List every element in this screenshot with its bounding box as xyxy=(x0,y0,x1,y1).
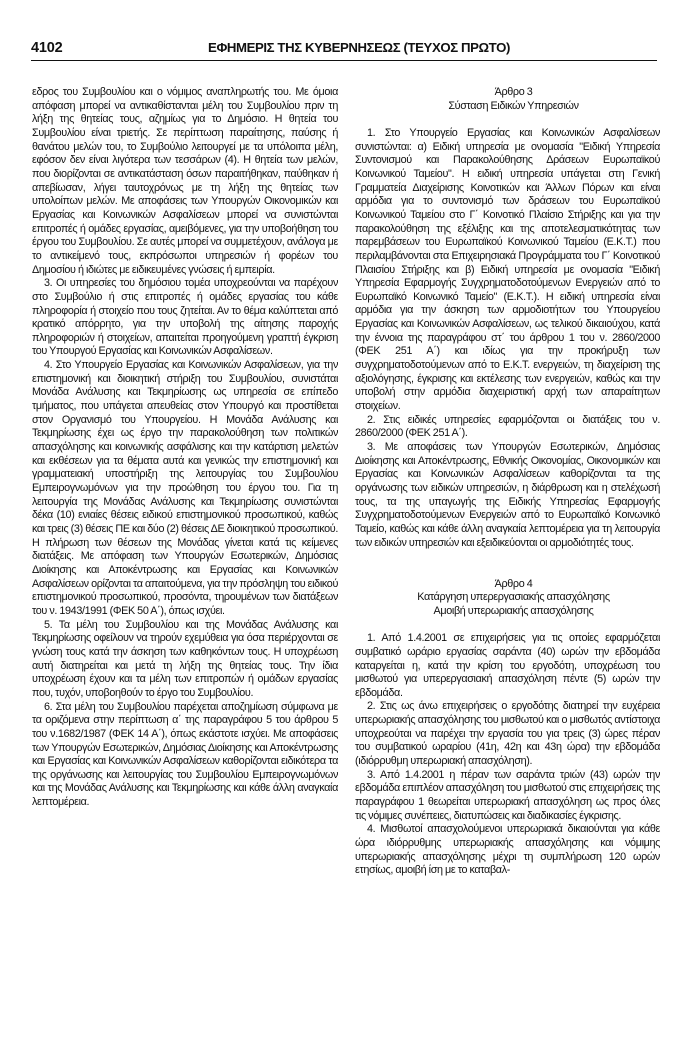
article-3-paragraph-3: 3. Με αποφάσεις των Υπουργών Εσωτερικών, Δημόσιας Διοίκησης και Αποκέντρωσης, Εθνικής Οικονομίας, Οικονομικών και Εργασίας και Κοινωνικών Ασφαλίσεων καθορίζονται τα της οργάνωσης των ειδικών υπηρεσιών, η διάρθρωση και η στελέχωσή τους, τα της υπαγωγής της Ειδικής Υπηρεσίας Εφαρμογής Συγχρηματοδοτούμενων Ενεργειών από το Ευρωπαϊκό Κοινωνικό Ταμείο, καθώς και κάθε άλλη αναγκαία λεπτομέρεια για τη λειτουργία των ειδικών υπηρεσιών και εξειδικεύονται οι αρμοδιότητές τους. xyxy=(355,441,660,549)
article-3-paragraph-1: 1. Στο Υπουργείο Εργασίας και Κοινωνικών Ασφαλίσεων συνιστώνται: α) Ειδική υπηρεσία με ονομασία "Ειδική Υπηρεσία Συντονισμού και Παρακολούθησης Δράσεων Ευρωπαϊκού Κοινωνικού Ταμείου". Η ειδική υπηρεσία υπάγεται στη Γενική Γραμματεία Διαχείρισης Κοινοτικών και Άλλων Πόρων και είναι αρμόδια για το συντονισμό των δράσεων του Ευρωπαϊκού Κοινωνικού Ταμείου στο Γ΄ Κοινοτικό Πλαίσιο Στήριξης και για την παρακολούθηση της εξέλιξης και της αποτελεσματικότητας των παρεμβάσεων του Ευρωπαϊκού Κοινωνικού Ταμείου (Ε.Κ.Τ.) που περιλαμβάνονται στα Επιχειρησιακά Προγράμματα του Γ΄ Κοινοτικού Πλαισίου Στήριξης και β) Ειδική υπηρεσία με ονομασία "Ειδική Υπηρεσία Εφαρμογής Συγχρηματοδοτούμενων Ενεργειών από το Ευρωπαϊκό Κοινωνικό Ταμείο" (Ε.Κ.Τ.). Η ειδική υπηρεσία είναι αρμόδια για την άσκηση των αρμοδιοτήτων του Υπουργείου Εργασίας και Κοινωνικών Ασφαλίσεων, ως τελικού δικαιούχου, κατά την έννοια της παραγράφου στ΄ του άρθρου 1 του ν. 2860/2000 (ΦΕΚ 251 Α΄) και ιδίως για την προκήρυξη των συγχρηματοδοτούμενων από το Ε.Κ.Τ. ενεργειών, τη διαχείριση της αξιολόγησης, έγκρισης και εκτέλεσης των ενεργειών, καθώς και την υποβολή στην αρμόδια διαχειριστική αρχή των απαραίτητων στοιχείων. xyxy=(355,126,660,413)
page-number: 4102 xyxy=(31,40,63,56)
left-paragraph-4: 5. Τα μέλη του Συμβουλίου και της Μονάδας Ανάλυσης και Τεκμηρίωσης οφείλουν να τηρούν εχεμύθεια για όσα περιέρχονται σε γνώση τους κατά την άσκηση των καθηκόντων τους. Η υποχρέωση αυτή διατηρείται και μετά τη λήξη της θητείας τους. Την ίδια υποχρέωση έχουν και τα μέλη των επιτροπών ή ομάδων εργασίας που, τυχόν, υποβοηθούν το έργο του Συμβουλίου. xyxy=(32,618,338,699)
article-4-number: Άρθρο 4 xyxy=(494,577,533,590)
left-paragraph-1: εδρος του Συμβουλίου και ο νόμιμος αναπληρωτής του. Με όμοια απόφαση μπορεί να αντικαθίστανται μέλη του Συμβουλίου πριν τη λήξη της θητείας τους, αζημίως για το Δημόσιο. Η θητεία του Συμβουλίου είναι τριετής. Σε περίπτωση παραίτησης, παύσης ή θανάτου μελών του, το Συμβούλιο λειτουργεί με τα υπόλοιπα μέλη, εφόσον δεν είναι λιγότερα των τεσσάρων (4). Η θητεία των μελών, που διορίζονται σε αντικατάσταση όσων παραιτήθηκαν, παύθηκαν ή απεβίωσαν, λήγει ταυτοχρόνως με τη λήξη της θητείας των υπολοίπων μελών. Με αποφάσεις των Υπουργών Οικονομικών και Εργασίας και Κοινωνικών Ασφαλίσεων μπορεί να συνιστώνται επιτροπές ή ομάδες εργασίας, αμειβόμενες, για την υποβοήθηση του έργου του Συμβουλίου. Σε αυτές μπορεί να συμμετέχουν, ανάλογα με το αντικείμενό τους, εκπρόσωποι υπηρεσιών ή φορέων του Δημοσίου ή ιδιώτες με ειδικευμένες γνώσεις ή εμπειρία. xyxy=(32,86,338,276)
article-3-number: Άρθρο 3 xyxy=(494,86,533,98)
spacer xyxy=(355,619,660,633)
article-4-paragraph-4: 4. Μισθωτοί απασχολούμενοι υπερωριακά δικαιούνται για κάθε ώρα ιδιόρρυθμης υπερωριακής απασχόλησης και νόμιμης υπερωριακής απασχόλησης μέχρι τη συμπλήρωση 120 ωρών ετησίως, αμοιβή ίση με το καταβαλ- xyxy=(355,823,660,877)
running-title: ΕΦΗΜΕΡΙΣ ΤΗΣ ΚΥΒΕΡΝΗΣΕΩΣ (ΤΕΥΧΟΣ ΠΡΩΤΟ) xyxy=(208,40,510,55)
left-column xyxy=(32,86,338,810)
left-paragraph-5: 6. Στα μέλη του Συμβουλίου παρέχεται αποζημίωση σύμφωνα με τα οριζόμενα στην περίπτωση α΄ της παραγράφου 5 του άρθρου 5 του ν.1682/1987 (ΦΕΚ 14 Α΄), όπως εκάστοτε ισχύει. Με αποφάσεις των Υπουργών Εσωτερικών, Δημόσιας Διοίκησης και Αποκέντρωσης και Εργασίας και Κοινωνικών Ασφαλίσεων καθορίζονται ειδικότερα τα της οργάνωσης και λειτουργίας του Συμβουλίου Εμπειρογνωμόνων και της Μονάδας Ανάλυσης και Τεκμηρίωσης και κάθε άλλη αναγκαία λεπτομέρεια. xyxy=(32,700,338,809)
article-3-paragraph-2: 2. Στις ειδικές υπηρεσίες εφαρμόζονται οι διατάξεις του ν. 2860/2000 (ΦΕΚ 251 Α΄). xyxy=(355,413,660,440)
right-column xyxy=(355,86,660,878)
article-4-title-line-1: Κατάργηση υπερεργασιακής απασχόλησης xyxy=(417,591,610,604)
article-4-paragraph-3: 3. Από 1.4.2001 η πέραν των σαράντα τριών (43) ωρών την εβδομάδα επιπλέον απασχόληση του μισθωτού στις επιχειρήσεις της παραγράφου 1 θεωρείται υπερωριακή απασχόληση ως προς όλες τις νόμιμες συνέπειες, διατυπώσεις και διαδικασίες έγκρισης. xyxy=(355,768,660,822)
spacer xyxy=(355,113,660,127)
left-paragraph-2: 3. Οι υπηρεσίες του δημόσιου τομέα υποχρεούνται να παρέχουν στο Συμβούλιο ή στις επιτροπές ή ομάδες εργασίας του κάθε πληροφορία ή στοιχείο που τους ζητείται. Αν το θέμα καλύπτεται από κρατικό απόρρητο, για την υποβολή της αίτησης παροχής πληροφοριών ή στοιχείων, απαιτείται προηγούμενη γραπτή έγκριση του Υπουργού Εργασίας και Κοινωνικών Ασφαλίσεων. xyxy=(32,277,338,358)
article-3-title: Σύσταση Ειδικών Υπηρεσιών xyxy=(448,99,579,112)
spacer xyxy=(355,564,660,578)
spacer xyxy=(355,550,660,564)
article-4-paragraph-2: 2. Στις ως άνω επιχειρήσεις ο εργοδότης διατηρεί την ευχέρεια υπερωριακής απασχόλησης του μισθωτού και ο μισθωτός αντίστοιχα υποχρεούται να παρέχει την εργασία του για τρεις (3) ώρες πέραν του συμβατικού ωραρίου (41η, 42η και 43η ώρα) την εβδομάδα (ιδιόρρυθμη υπερωριακή απασχόληση). xyxy=(355,700,660,768)
left-paragraph-3: 4. Στο Υπουργείο Εργασίας και Κοινωνικών Ασφαλίσεων, για την επιστημονική και διοικητική στήριξη του Συμβουλίου, συνιστάται Μονάδα Ανάλυσης και Τεκμηρίωσης ως υπηρεσία σε επίπεδο τμήματος, που υπάγεται απευθείας στον Υπουργό και προστίθεται στον Οργανισμό του Υπουργείου. Η Μονάδα Ανάλυσης και Τεκμηρίωσης έχει ως έργο την παρακολούθηση των πολιτικών απασχόλησης και κοινωνικής ασφάλισης και την κατάρτιση μελετών και εκθέσεων για τα θέματα αυτά και γενικώς την επιστημονική και γραμματειακή υποστήριξη της λειτουργίας του Συμβουλίου Εμπειρογνωμόνων για την προώθηση του έργου του. Για τη λειτουργία της Μονάδας Ανάλυσης και Τεκμηρίωσης συνιστώνται δέκα (10) ενιαίες θέσεις ειδικού επιστημονικού προσωπικού, καθώς και τρεις (3) θέσεις ΠΕ και δύο (2) θέσεις ΔΕ διοικητικού προσωπικού. Η πλήρωση των θέσεων της Μονάδας γίνεται κατά τις κείμενες διατάξεις. Με απόφαση των Υπουργών Εσωτερικών, Δημόσιας Διοίκησης και Αποκέντρωσης και Εργασίας και Κοινωνικών Ασφαλίσεων ορίζονται τα απαιτούμενα, για την πρόσληψη του ειδικού επιστημονικού προσωπικού, προσόντα, τηρουμένων των διατάξεων του ν. 1943/1991 (ΦΕΚ 50 Α΄), όπως ισχύει. xyxy=(32,359,338,617)
page-header xyxy=(31,36,657,61)
article-4-title-line-2: Αμοιβή υπερωριακής απασχόλησης xyxy=(433,604,594,617)
article-4-paragraph-1: 1. Από 1.4.2001 σε επιχειρήσεις για τις οποίες εφαρμόζεται συμβατικό ωράριο εργασίας σαράντα (40) ωρών την εβδομάδα καταργείται η, κατά την κρίση του εργοδότη, υποχρέωση του μισθωτού για υπερεργασιακή απασχόληση πέντε (5) ωρών την εβδομάδα. xyxy=(355,632,660,699)
